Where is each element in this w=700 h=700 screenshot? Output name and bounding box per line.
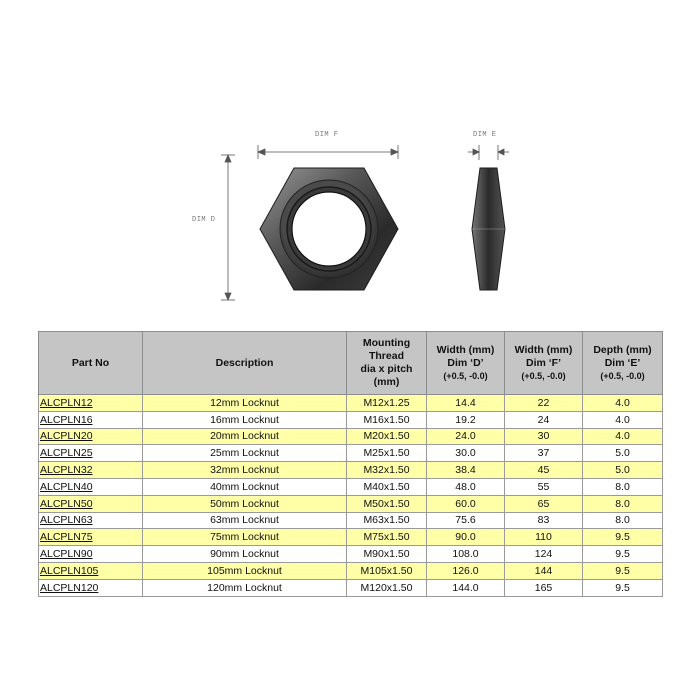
header-thread <box>347 332 427 395</box>
locknut-drawing <box>0 0 700 320</box>
description-cell: 75mm Locknut <box>143 529 347 546</box>
width-d-cell: 75.6 <box>427 512 505 529</box>
thread-cell: M120x1.50 <box>347 579 427 596</box>
table-row <box>39 395 663 412</box>
part-no-cell <box>39 562 143 579</box>
part-no-link[interactable]: ALCPLN120 <box>40 581 99 594</box>
part-no-cell <box>39 579 143 596</box>
header-width-f-line: Width (mm) <box>514 343 573 356</box>
locknut-diagram <box>0 0 700 320</box>
header-width-d-tolerance: (+0.5, -0.0) <box>443 370 488 381</box>
description-cell: 63mm Locknut <box>143 512 347 529</box>
header-width-f <box>505 332 583 395</box>
table-row <box>39 546 663 563</box>
part-no-link[interactable]: ALCPLN90 <box>40 548 93 561</box>
depth-e-cell: 4.0 <box>583 428 663 445</box>
header-description: Description <box>143 332 347 395</box>
part-no-cell <box>39 546 143 563</box>
thread-cell: M32x1.50 <box>347 462 427 479</box>
header-thread-line: (mm) <box>373 376 400 388</box>
thread-cell: M16x1.50 <box>347 411 427 428</box>
width-d-cell: 60.0 <box>427 495 505 512</box>
width-d-cell: 108.0 <box>427 546 505 563</box>
table-row <box>39 411 663 428</box>
thread-cell: M12x1.25 <box>347 395 427 412</box>
table-row <box>39 579 663 596</box>
table-header-row <box>39 332 663 395</box>
dim-d-label: DIM D <box>192 216 216 224</box>
depth-e-cell: 5.0 <box>583 462 663 479</box>
part-no-link[interactable]: ALCPLN20 <box>40 430 93 443</box>
width-f-cell: 144 <box>505 562 583 579</box>
width-d-cell: 30.0 <box>427 445 505 462</box>
part-no-cell <box>39 411 143 428</box>
depth-e-cell: 9.5 <box>583 529 663 546</box>
dim-f-label: DIM F <box>315 131 339 139</box>
description-cell: 90mm Locknut <box>143 546 347 563</box>
part-no-cell <box>39 512 143 529</box>
header-depth-e-line: Dim ‘E’ <box>604 356 641 369</box>
width-f-cell: 165 <box>505 579 583 596</box>
depth-e-cell: 8.0 <box>583 512 663 529</box>
dim-e-arrow <box>468 145 509 160</box>
hex-nut-front-view <box>260 168 398 290</box>
depth-e-cell: 5.0 <box>583 445 663 462</box>
thread-cell: M105x1.50 <box>347 562 427 579</box>
thread-cell: M40x1.50 <box>347 478 427 495</box>
table-row <box>39 428 663 445</box>
header-width-d-line: Dim ‘D’ <box>447 356 484 369</box>
table-row <box>39 495 663 512</box>
part-no-link[interactable]: ALCPLN50 <box>40 497 93 510</box>
dim-d-arrow <box>221 155 235 300</box>
header-thread-line: Thread <box>368 350 404 362</box>
header-width-f-tolerance: (+0.5, -0.0) <box>521 370 566 381</box>
header-depth-e-tolerance: (+0.5, -0.0) <box>600 370 645 381</box>
table-row <box>39 478 663 495</box>
width-d-cell: 126.0 <box>427 562 505 579</box>
width-f-cell: 110 <box>505 529 583 546</box>
part-no-link[interactable]: ALCPLN25 <box>40 447 93 460</box>
thread-cell: M75x1.50 <box>347 529 427 546</box>
part-no-cell <box>39 495 143 512</box>
description-cell: 12mm Locknut <box>143 395 347 412</box>
header-width-f-line: Dim ‘F’ <box>525 356 561 369</box>
thread-cell: M20x1.50 <box>347 428 427 445</box>
depth-e-cell: 4.0 <box>583 411 663 428</box>
width-f-cell: 124 <box>505 546 583 563</box>
thread-cell: M63x1.50 <box>347 512 427 529</box>
width-f-cell: 65 <box>505 495 583 512</box>
width-f-cell: 30 <box>505 428 583 445</box>
width-f-cell: 37 <box>505 445 583 462</box>
width-f-cell: 55 <box>505 478 583 495</box>
width-d-cell: 90.0 <box>427 529 505 546</box>
width-d-cell: 38.4 <box>427 462 505 479</box>
part-no-link[interactable]: ALCPLN32 <box>40 464 93 477</box>
table-row <box>39 562 663 579</box>
part-no-link[interactable]: ALCPLN40 <box>40 480 93 493</box>
part-no-cell <box>39 529 143 546</box>
width-f-cell: 22 <box>505 395 583 412</box>
part-no-cell <box>39 462 143 479</box>
part-no-link[interactable]: ALCPLN63 <box>40 514 93 527</box>
dim-e-label: DIM E <box>473 131 497 139</box>
header-thread-line: Mounting <box>362 337 411 349</box>
dim-f-arrow <box>258 145 398 159</box>
width-d-cell: 48.0 <box>427 478 505 495</box>
depth-e-cell: 8.0 <box>583 495 663 512</box>
part-no-cell <box>39 428 143 445</box>
locknut-spec-table <box>38 331 663 597</box>
description-cell: 20mm Locknut <box>143 428 347 445</box>
width-f-cell: 45 <box>505 462 583 479</box>
width-d-cell: 144.0 <box>427 579 505 596</box>
depth-e-cell: 9.5 <box>583 546 663 563</box>
header-thread-line: dia x pitch <box>360 363 413 375</box>
header-width-d-line: Width (mm) <box>436 343 495 356</box>
part-no-cell <box>39 478 143 495</box>
width-d-cell: 19.2 <box>427 411 505 428</box>
part-no-link[interactable]: ALCPLN105 <box>40 564 99 577</box>
description-cell: 16mm Locknut <box>143 411 347 428</box>
width-f-cell: 83 <box>505 512 583 529</box>
part-no-link[interactable]: ALCPLN16 <box>40 413 93 426</box>
part-no-cell <box>39 445 143 462</box>
thread-cell: M25x1.50 <box>347 445 427 462</box>
table-row <box>39 512 663 529</box>
description-cell: 50mm Locknut <box>143 495 347 512</box>
header-depth-e <box>583 332 663 395</box>
width-d-cell: 24.0 <box>427 428 505 445</box>
table-row <box>39 445 663 462</box>
thread-cell: M50x1.50 <box>347 495 427 512</box>
header-part-no: Part No <box>39 332 143 395</box>
header-width-d <box>427 332 505 395</box>
depth-e-cell: 9.5 <box>583 579 663 596</box>
width-f-cell: 24 <box>505 411 583 428</box>
depth-e-cell: 4.0 <box>583 395 663 412</box>
description-cell: 32mm Locknut <box>143 462 347 479</box>
part-no-link[interactable]: ALCPLN75 <box>40 531 93 544</box>
description-cell: 105mm Locknut <box>143 562 347 579</box>
description-cell: 40mm Locknut <box>143 478 347 495</box>
width-d-cell: 14.4 <box>427 395 505 412</box>
thread-cell: M90x1.50 <box>347 546 427 563</box>
part-no-link[interactable]: ALCPLN12 <box>40 396 93 409</box>
table-row <box>39 462 663 479</box>
table-row <box>39 529 663 546</box>
depth-e-cell: 9.5 <box>583 562 663 579</box>
nut-side-view <box>472 168 505 290</box>
description-cell: 120mm Locknut <box>143 579 347 596</box>
part-no-cell <box>39 395 143 412</box>
description-cell: 25mm Locknut <box>143 445 347 462</box>
depth-e-cell: 8.0 <box>583 478 663 495</box>
header-depth-e-line: Depth (mm) <box>593 343 652 356</box>
